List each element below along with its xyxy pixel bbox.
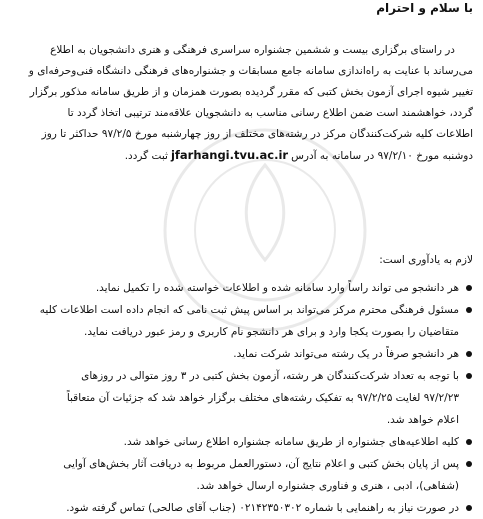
list-item-line: در صورت نیاز به راهنمایی با شماره ۰۲۱۴۲۳۵۰۳۰۲ (جناب آقای صالحی) تماس گرفته شود. — [66, 502, 459, 514]
intro-paragraph — [15, 40, 473, 167]
list-item-line: (شفاهی)، ادبی ، هنری و فناوری جشنواره ارسال خواهد شد. — [196, 480, 459, 492]
intro-line: تغییر شیوه اجرای آزمون بخش کتبی که مقرر گردیده بصورت همزمان و از طریق سامانه مذکور برگزار — [29, 86, 473, 98]
list-item — [13, 497, 473, 519]
list-item-line: هر دانشجو صرفاً در یک رشته می‌تواند شرکت نماید. — [233, 348, 459, 360]
reminder-list — [13, 277, 473, 519]
bullet-dot-icon — [466, 461, 472, 467]
bullet-dot-icon — [466, 351, 472, 357]
intro-line: گردد، خواهشمند است ضمن اطلاع رسانی مناسب به دانشجویان علاقه‌مند ترتیبی اتخاذ گردد تا — [67, 107, 473, 119]
list-item — [13, 343, 473, 365]
greeting: با سلام و احترام — [376, 1, 473, 15]
list-item — [13, 431, 473, 453]
bullet-dot-icon — [466, 373, 472, 379]
list-item-line: کلیه اطلاعیه‌های جشنواره از طریق سامانه جشنواره اطلاع رسانی خواهد شد. — [123, 436, 459, 448]
list-item — [13, 453, 473, 497]
list-item-line: ۹۷/۲/۲۳ لغایت ۹۷/۲/۲۵ به تفکیک رشته‌های مختلف برگزار خواهد شد که جزئیات آن متعاقباً — [66, 392, 459, 404]
intro-line: اطلاعات کلیه شرکت‌کنندگان مرکز در رشته‌های مختلف از روز چهارشنبه مورخ ۹۷/۲/۵ حداکثر تا روز — [41, 128, 473, 140]
list-item — [13, 365, 473, 431]
list-item-line: هر دانشجو می تواند راساً وارد سامانه شده و اطلاعات خواسته شده را تکمیل نماید. — [95, 282, 459, 294]
list-item — [13, 277, 473, 299]
list-item-line: اعلام خواهد شد. — [386, 414, 459, 426]
intro-line: در راستای برگزاری بیست و ششمین جشنواره سراسری فرهنگی و هنری دانشجویان به اطلاع — [50, 44, 455, 56]
intro-line-text: دوشنبه مورخ ۹۷/۲/۱۰ در سامانه به آدرس — [291, 150, 473, 162]
list-item-line: مسئول فرهنگی محترم مرکز می‌تواند بر اساس پیش ثبت نامی که انجام داده است اطلاعات کلیه — [39, 304, 459, 316]
list-item-line: پس از پایان بخش کتبی و اعلام نتایج آن، دستورالعمل مربوط به دریافت آثار بخش‌های آوایی — [63, 458, 459, 470]
bullet-dot-icon — [466, 505, 472, 511]
reminder-heading: لازم به یادآوری است: — [379, 254, 473, 266]
intro-line — [15, 145, 473, 167]
bullet-dot-icon — [466, 439, 472, 445]
list-item-line: با توجه به تعداد شرکت‌کنندگان هر رشته، آزمون بخش کتبی در ۳ روز متوالی در روزهای — [81, 370, 459, 382]
bullet-dot-icon — [466, 307, 472, 313]
intro-line: می‌رساند با عنایت به راه‌اندازی سامانه جامع مسابقات و جشنواره‌های فرهنگی دانشگاه فنی‌وحرفه‌ای و — [28, 65, 473, 77]
list-item — [13, 299, 473, 343]
portal-url: jfarhangi.tvu.ac.ir — [170, 148, 289, 162]
intro-line-text: ثبت گردد. — [124, 150, 168, 162]
list-item-line: متقاضیان را بصورت یکجا وارد و برای هر دانشجو نام کاربری و رمز عبور دریافت نماید. — [83, 326, 459, 338]
bullet-dot-icon — [466, 285, 472, 291]
